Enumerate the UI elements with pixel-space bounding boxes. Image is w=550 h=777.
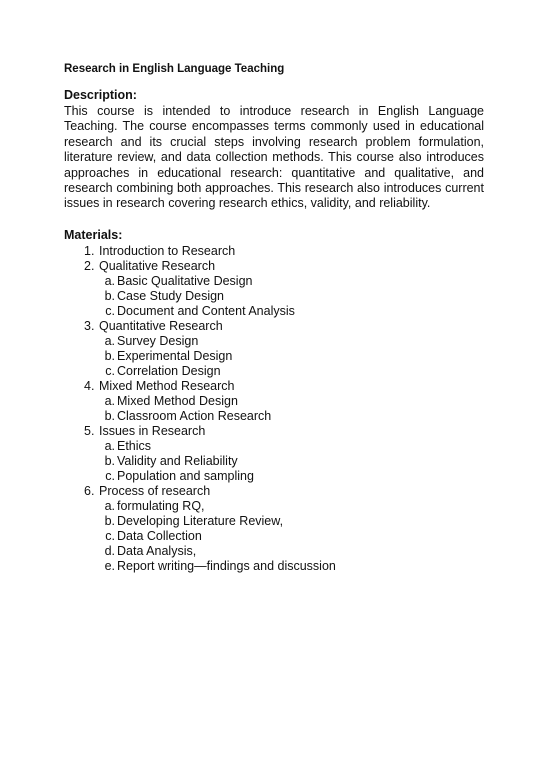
sub-item-label: Developing Literature Review,: [117, 513, 284, 528]
sub-item-label: Data Collection: [117, 528, 202, 543]
sub-list-item: [64, 274, 484, 289]
sub-item-label: Population and sampling: [117, 468, 254, 483]
sub-item-letter: d.: [104, 543, 115, 558]
list-item-number: 3.: [84, 318, 95, 333]
sub-item-label: Ethics: [117, 438, 152, 453]
sub-list-item: [64, 559, 484, 574]
sub-list-container: [64, 274, 484, 319]
sub-list-container: [64, 334, 484, 379]
sub-item-letter: a.: [104, 393, 115, 408]
materials-list-item: [64, 484, 484, 499]
sub-item-letter: a.: [104, 273, 115, 288]
materials-list: [64, 244, 484, 574]
sub-list-item: [64, 289, 484, 304]
list-item-label: Mixed Method Research: [99, 378, 235, 393]
sub-item-label: Classroom Action Research: [117, 408, 272, 423]
list-item-number: 2.: [84, 258, 95, 273]
sub-list-item: [64, 439, 484, 454]
materials-list-item: [64, 379, 484, 394]
sub-item-letter: c.: [105, 363, 115, 378]
sub-item-letter: b.: [104, 408, 115, 423]
materials-list-item: [64, 424, 484, 439]
list-item-label: Quantitative Research: [99, 318, 223, 333]
description-heading: Description:: [64, 88, 137, 102]
sub-item-label: Experimental Design: [117, 348, 233, 363]
sub-list-item: [64, 304, 484, 319]
materials-list-item: [64, 319, 484, 334]
list-item-number: 5.: [84, 423, 95, 438]
list-item-label: Introduction to Research: [99, 243, 236, 258]
sub-item-letter: e.: [104, 558, 115, 573]
list-item-number: 6.: [84, 483, 95, 498]
sub-list: [64, 394, 484, 424]
sub-item-label: Report writing—findings and discussion: [117, 558, 336, 573]
sub-item-label: formulating RQ,: [117, 498, 205, 513]
sub-list-item: [64, 409, 484, 424]
sub-item-letter: b.: [104, 513, 115, 528]
materials-list-item: [64, 244, 484, 259]
sub-item-label: Correlation Design: [117, 363, 221, 378]
list-item-number: 4.: [84, 378, 95, 393]
document-title: Research in English Language Teaching: [64, 63, 285, 75]
list-item-label: Qualitative Research: [99, 258, 216, 273]
sub-item-letter: a.: [104, 498, 115, 513]
sub-list-item: [64, 499, 484, 514]
sub-list-item: [64, 454, 484, 469]
sub-item-letter: a.: [104, 333, 115, 348]
list-item-label: Issues in Research: [99, 423, 206, 438]
sub-item-label: Case Study Design: [117, 288, 225, 303]
sub-item-label: Survey Design: [117, 333, 199, 348]
sub-list: [64, 439, 484, 484]
sub-item-label: Data Analysis,: [117, 543, 197, 558]
sub-item-label: Mixed Method Design: [117, 393, 238, 408]
list-item-label: Process of research: [99, 483, 211, 498]
sub-list-container: [64, 499, 484, 574]
sub-list-item: [64, 514, 484, 529]
sub-item-label: Basic Qualitative Design: [117, 273, 253, 288]
sub-item-letter: b.: [104, 348, 115, 363]
sub-item-letter: b.: [104, 288, 115, 303]
sub-list-item: [64, 469, 484, 484]
sub-item-label: Validity and Reliability: [117, 453, 238, 468]
sub-list: [64, 274, 484, 319]
sub-item-letter: b.: [104, 453, 115, 468]
sub-list: [64, 334, 484, 379]
sub-list-container: [64, 394, 484, 424]
sub-list-container: [64, 439, 484, 484]
materials-list-item: [64, 259, 484, 274]
sub-item-letter: c.: [105, 303, 115, 318]
sub-list-item: [64, 544, 484, 559]
sub-item-label: Document and Content Analysis: [117, 303, 295, 318]
sub-list-item: [64, 394, 484, 409]
sub-list-item: [64, 334, 484, 349]
materials-heading: Materials:: [64, 227, 123, 242]
sub-list-item: [64, 349, 484, 364]
sub-list-item: [64, 364, 484, 379]
description-paragraph: This course is intended to introduce research in English Language Teaching. The course encompasses terms commonly used in educational research and its crucial steps involving research problem formulation, literature review, and data collection methods. This course also introduces approaches in educational research: quantitative and qualitative, and research combining both approaches. This research also introduces current issues in research covering research ethics, validity, and reliability.: [64, 104, 484, 211]
sub-item-letter: c.: [105, 528, 115, 543]
sub-list-item: [64, 529, 484, 544]
sub-list: [64, 499, 484, 574]
sub-item-letter: c.: [105, 468, 115, 483]
list-item-number: 1.: [84, 243, 95, 258]
sub-item-letter: a.: [104, 438, 115, 453]
